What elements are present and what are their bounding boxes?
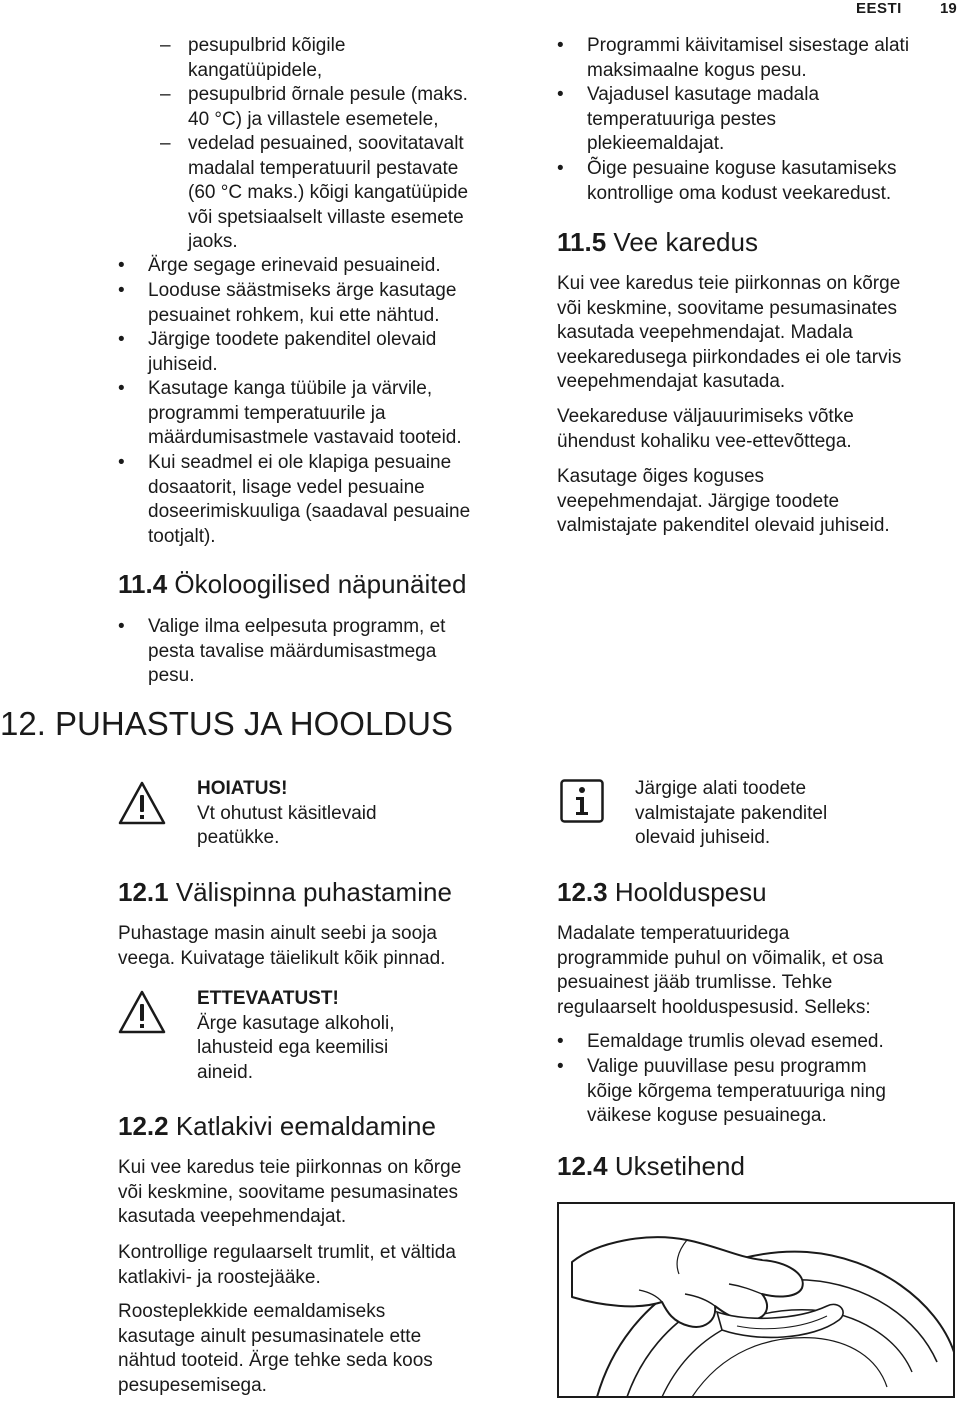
body-line: pesupesemisega. <box>118 1374 267 1396</box>
list-item-line: Eemaldage trumlis olevad esemed. <box>587 1031 884 1052</box>
section-number: 11.5 <box>557 227 607 257</box>
list-item-line: pesupulbrid kõigile <box>188 35 346 56</box>
info-note <box>635 777 827 851</box>
body-line: pesuainest jääb trumlisse. Tehke <box>557 972 833 993</box>
section-title: Uksetihend <box>614 1151 745 1181</box>
body-line: regulaarselt hoolduspesusid. Selleks: <box>557 996 871 1018</box>
list-item-line: Valige puuvillase pesu programm <box>587 1056 867 1077</box>
list-item-line: kontrollige oma kodust veekaredust. <box>587 182 892 204</box>
section-heading-12-1 <box>118 876 452 908</box>
list-item-line: temperatuuriga pestes <box>587 108 777 130</box>
warning-triangle-icon <box>117 780 167 826</box>
section-heading-11-5 <box>557 226 758 258</box>
body-line: nähtud tooteid. Ärge tehke seda koos <box>118 1350 433 1371</box>
list-item-line: jaoks. <box>188 231 238 252</box>
list-item-line: Järgige toodete pakenditel olevaid <box>148 329 437 350</box>
section-title: Vee karedus <box>613 227 758 257</box>
section-number: 11.4 <box>118 569 168 599</box>
section-12-2-paragraph <box>118 1241 456 1290</box>
list-item-line: kangatüüpidele, <box>188 59 323 81</box>
list-item-line: väikese koguse pesuainega. <box>587 1105 827 1126</box>
chapter-number: 12. <box>0 705 46 742</box>
body-line: veega. Kuivatage täielikult kõik pinnad. <box>118 947 446 969</box>
warning-note <box>197 777 377 851</box>
section-title: Ökoloogilised näpunäited <box>174 569 467 599</box>
list-item-line: vedelad pesuained, soovitatavalt <box>188 133 464 154</box>
section-number: 12.2 <box>118 1111 169 1141</box>
door-seal-illustration <box>557 1202 955 1398</box>
list-item-line: programmi temperatuurile ja <box>148 402 386 424</box>
body-line: veepehmendajat. Järgige toodete <box>557 490 840 512</box>
list-item-line: pesu. <box>148 665 195 686</box>
list-item-line: doseerimiskuuliga (saadaval pesuaine <box>148 501 471 522</box>
warning-label: HOIATUS! <box>197 778 288 799</box>
list-item-line: Looduse säästmiseks ärge kasutage <box>148 280 457 301</box>
section-12-1-body <box>118 922 445 971</box>
info-text-line: valmistajate pakenditel <box>635 802 828 824</box>
list-item-line: (60 °C maks.) kõigi kangatüüpide <box>188 182 469 203</box>
body-line: programmide puhul on võimalik, et osa <box>557 947 884 969</box>
header-language: EESTI <box>856 0 902 17</box>
list-item-line: Kasutage kanga tüübile ja värvile, <box>148 378 433 399</box>
list-item-line: 40 °C) ja villastele esemetele, <box>188 108 439 130</box>
body-line: Kui vee karedus teie piirkonnas on kõrge <box>557 273 901 294</box>
section-title: Välispinna puhastamine <box>175 877 452 907</box>
list-item-line: Kui seadmel ei ole klapiga pesuaine <box>148 452 452 473</box>
section-heading-12-4 <box>557 1150 745 1182</box>
list-item-line: madalal temperatuuril pestavate <box>188 157 459 179</box>
list-item-line: dosaatorit, lisage vedel pesuaine <box>148 476 425 498</box>
body-line: või keskmine, soovitame pesumasinates <box>557 297 898 319</box>
list-item-line: määrdumisastmele vastavaid tooteid. <box>148 427 462 448</box>
list-item-line: Valige ilma eelpesuta programm, et <box>148 616 446 637</box>
info-text-line: Järgige alati toodete <box>635 778 807 799</box>
caution-triangle-icon <box>117 989 167 1035</box>
body-line: Kontrollige regulaarselt trumlit, et vältida <box>118 1242 456 1263</box>
caution-note <box>197 987 395 1085</box>
body-line: katlakivi- ja roostejääke. <box>118 1266 321 1288</box>
list-item-line: kõige kõrgema temperatuuriga ning <box>587 1080 886 1102</box>
section-11-5-paragraph <box>557 465 890 539</box>
section-11-5-paragraph <box>557 405 854 454</box>
section-title: Hoolduspesu <box>614 877 767 907</box>
list-item-line: või spetsiaalselt villaste esemete <box>188 206 464 228</box>
body-line: või keskmine, soovitame pesumasinates <box>118 1181 459 1203</box>
section-12-3-body <box>557 922 883 1020</box>
list-item-line: Õige pesuaine koguse kasutamiseks <box>587 158 897 179</box>
section-number: 12.1 <box>118 877 169 907</box>
body-line: kasutage ainult pesumasinatele ette <box>118 1325 422 1347</box>
body-line: Veekareduse väljauurimiseks võtke <box>557 406 854 427</box>
body-line: veepehmendajat kasutada. <box>557 371 786 392</box>
body-line: valmistajate pakenditel olevaid juhiseid. <box>557 515 890 536</box>
list-item-line: Vajadusel kasutage madala <box>587 84 820 105</box>
body-line: Kui vee karedus teie piirkonnas on kõrge <box>118 1157 462 1178</box>
list-item-line: tootjalt). <box>148 525 216 547</box>
info-icon <box>560 779 604 823</box>
chapter-title: PUHASTUS JA HOOLDUS <box>55 705 453 742</box>
list-item-line: pesupulbrid õrnale pesule (maks. <box>188 84 468 105</box>
body-line: ühendust kohaliku vee-ettevõttega. <box>557 430 852 452</box>
caution-label: ETTEVAATUST! <box>197 988 339 1009</box>
body-line: Roosteplekkide eemaldamiseks <box>118 1301 386 1322</box>
section-12-2-paragraph <box>118 1300 433 1398</box>
warning-text-line: Vt ohutust käsitlevaid <box>197 802 377 824</box>
list-item-line: maksimaalne kogus pesu. <box>587 59 807 81</box>
caution-text-line: lahusteid ega keemilisi <box>197 1037 389 1058</box>
section-number: 12.3 <box>557 877 608 907</box>
body-line: kasutada veepehmendajat. <box>118 1206 347 1227</box>
list-item-line: Programmi käivitamisel sisestage alati <box>587 35 910 56</box>
page-number: 19 <box>940 0 957 17</box>
section-heading-12-2 <box>118 1110 436 1142</box>
info-text-line: olevaid juhiseid. <box>635 827 771 848</box>
list-item-line: juhiseid. <box>148 353 218 375</box>
list-item-line: pesta tavalise määrdumisastmega <box>148 640 437 662</box>
section-12-2-paragraph <box>118 1156 461 1230</box>
body-line: Madalate temperatuuridega <box>557 923 790 944</box>
list-item-line: plekieemaldajat. <box>587 133 725 154</box>
chapter-heading-12 <box>0 705 453 743</box>
caution-text-line: aineid. <box>197 1061 253 1083</box>
section-heading-12-3 <box>557 876 767 908</box>
caution-text-line: Ärge kasutage alkoholi, <box>197 1012 395 1034</box>
body-line: kasutada veepehmendajat. Madala <box>557 322 853 343</box>
section-heading-11-4 <box>118 568 466 600</box>
section-11-5-paragraph <box>557 272 901 395</box>
section-number: 12.4 <box>557 1151 608 1181</box>
body-line: veekaredusega piirkondades ei ole tarvis <box>557 346 902 368</box>
section-title: Katlakivi eemaldamine <box>175 1111 436 1141</box>
list-item-line: Ärge segage erinevaid pesuaineid. <box>148 255 441 276</box>
body-line: Kasutage õiges koguses <box>557 466 765 487</box>
body-line: Puhastage masin ainult seebi ja sooja <box>118 923 437 944</box>
list-item-line: pesuainet rohkem, kui ette nähtud. <box>148 304 440 326</box>
warning-text-line: peatükke. <box>197 827 280 848</box>
